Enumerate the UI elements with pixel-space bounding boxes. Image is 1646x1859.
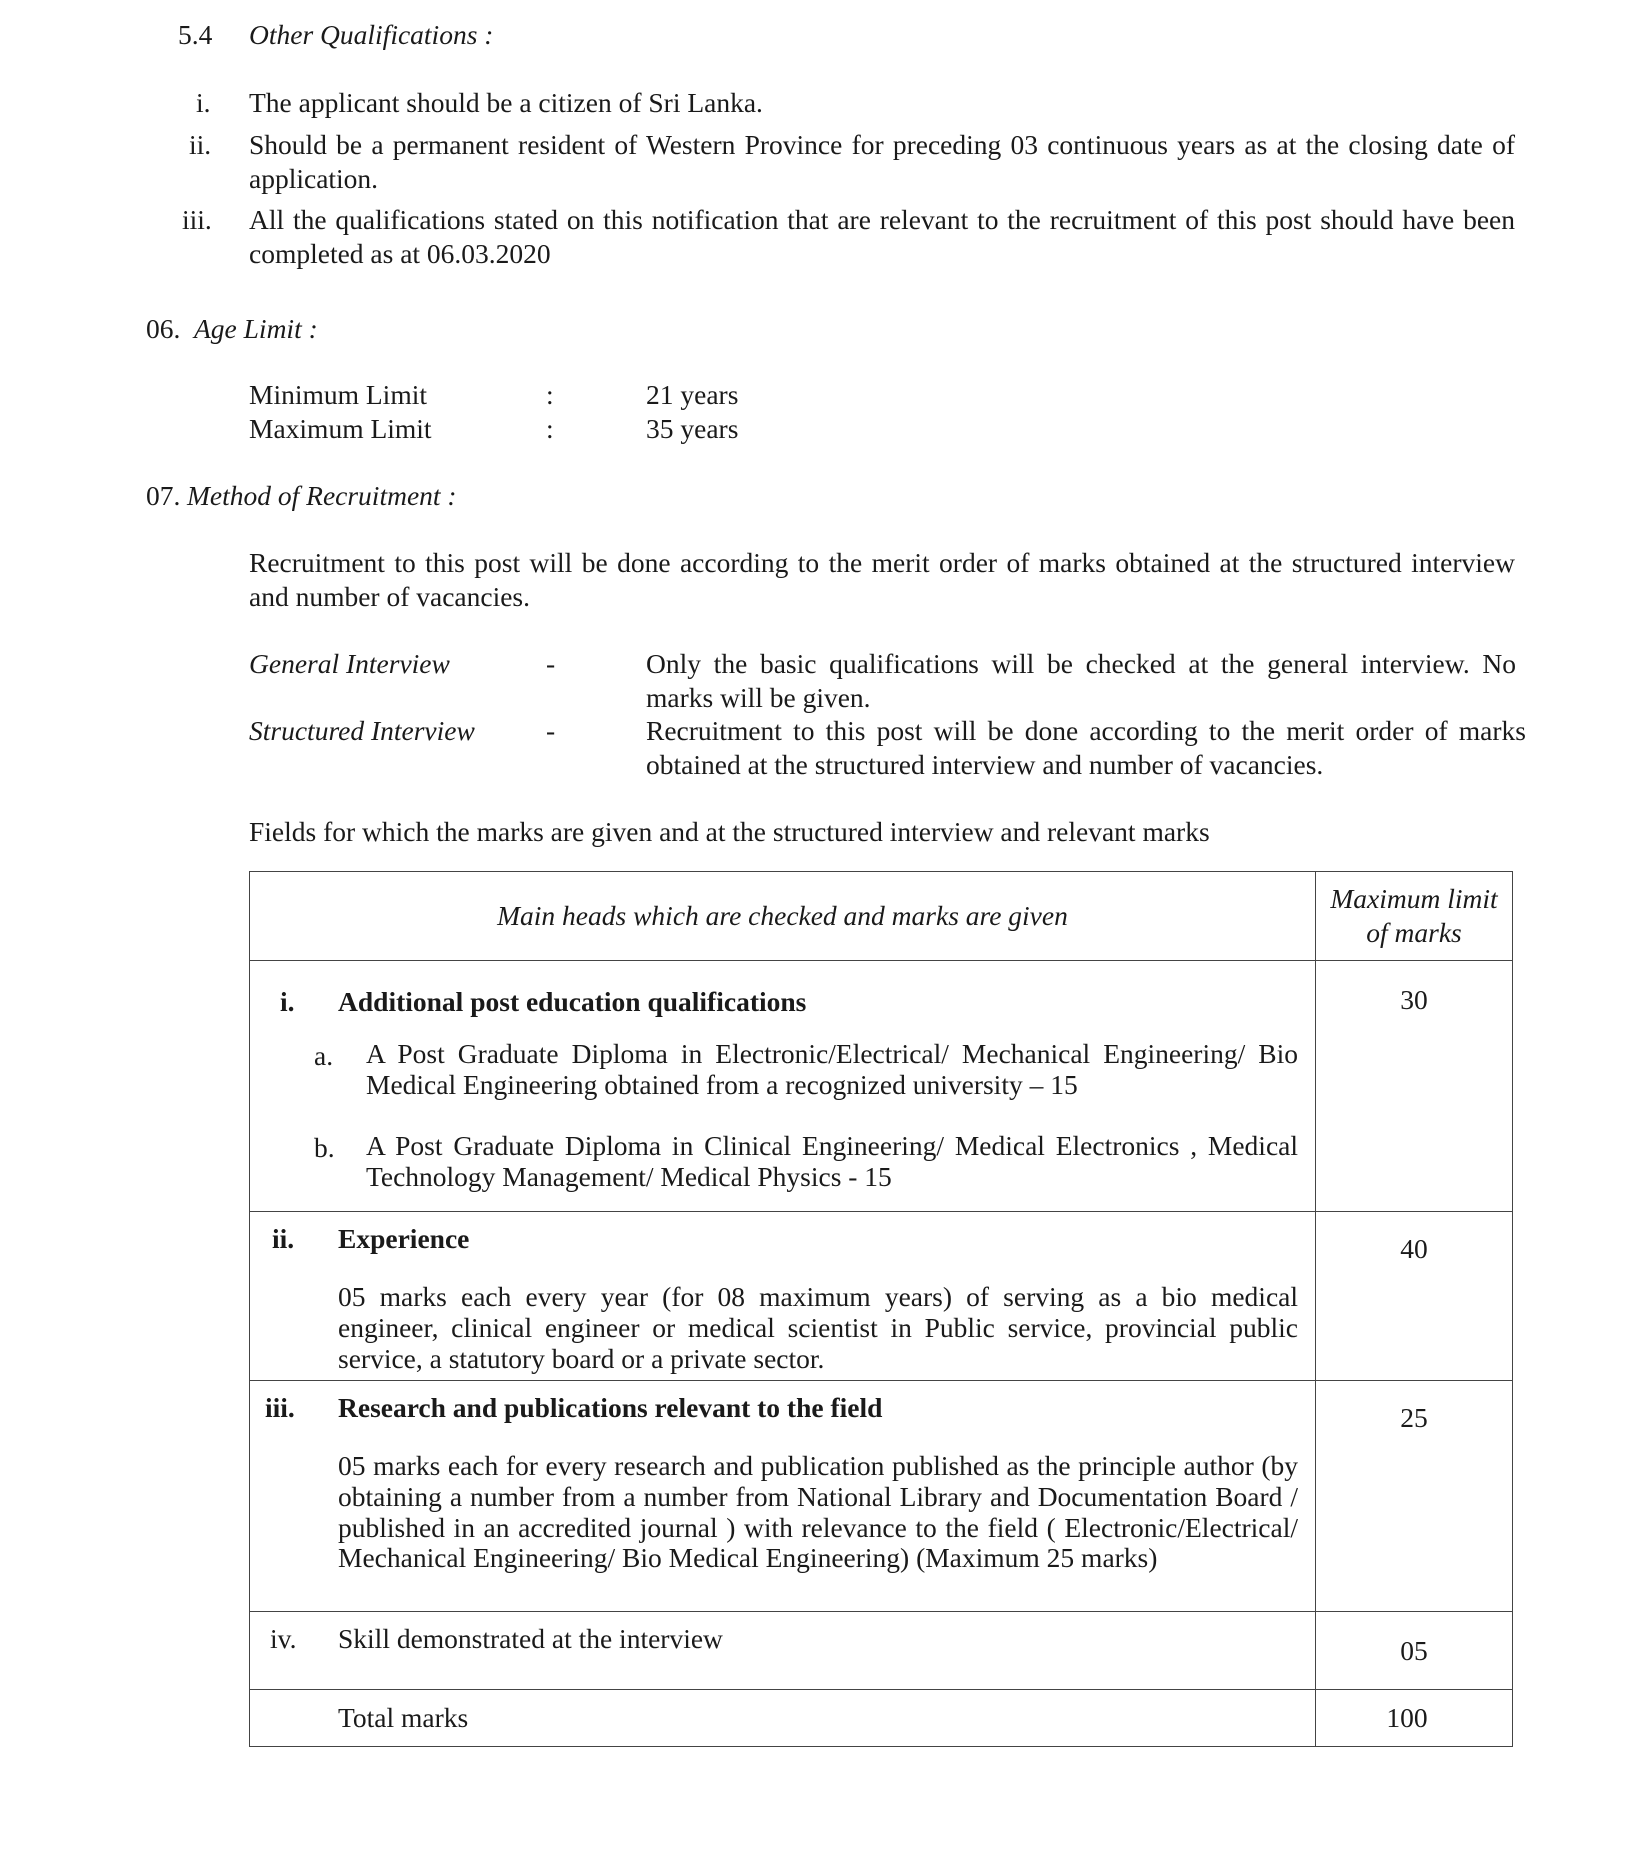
general-interview-text: Only the basic qualifications will be checked at the general interview. No marks will be given. bbox=[646, 648, 1516, 713]
row-title: Skill demonstrated at the interview bbox=[338, 1623, 723, 1654]
general-interview-separator: - bbox=[546, 648, 556, 679]
age-min-separator: : bbox=[546, 379, 554, 410]
fields-intro: Fields for which the marks are given and at the structured interview and relevant marks bbox=[249, 816, 1210, 847]
list-item-number: i. bbox=[196, 87, 211, 118]
structured-interview-separator: - bbox=[546, 715, 556, 746]
recruitment-intro: Recruitment to this post will be done according to the merit order of marks obtained at the structured interview and number of vacancies. bbox=[249, 547, 1515, 612]
section-5-4-number: 5.4 bbox=[178, 19, 213, 50]
sub-item-text: A Post Graduate Diploma in Clinical Engineering/ Medical Electronics , Medical Technology Management/ Medical Physics - 15 bbox=[366, 1130, 1298, 1192]
age-min-label: Minimum Limit bbox=[249, 379, 427, 410]
row-title: Research and publications relevant to the field bbox=[338, 1392, 883, 1423]
row-max-marks: 25 bbox=[1400, 1402, 1428, 1433]
section-07-title: Method of Recruitment : bbox=[187, 480, 457, 511]
sub-item-text: A Post Graduate Diploma in Electronic/Electrical/ Mechanical Engineering/ Bio Medical Engineering obtained from a recognized university – 15 bbox=[366, 1038, 1298, 1100]
table-header-max: Maximum limit of marks bbox=[1316, 872, 1513, 961]
total-max-marks: 100 bbox=[1386, 1702, 1428, 1734]
section-07-number: 07. bbox=[146, 480, 181, 511]
row-max-marks: 40 bbox=[1400, 1233, 1428, 1264]
marks-table bbox=[249, 871, 1513, 1747]
table-row bbox=[250, 1381, 1513, 1612]
table-header-row bbox=[250, 872, 1513, 961]
age-min-value: 21 years bbox=[646, 379, 739, 410]
row-title: Experience bbox=[338, 1223, 470, 1254]
row-max-marks: 30 bbox=[1400, 984, 1428, 1015]
section-5-4-title: Other Qualifications : bbox=[249, 19, 494, 50]
general-interview-label: General Interview bbox=[249, 648, 450, 679]
section-06-title: Age Limit : bbox=[194, 313, 318, 344]
age-max-label: Maximum Limit bbox=[249, 413, 432, 444]
row-number: ii. bbox=[272, 1223, 295, 1254]
table-row bbox=[250, 1212, 1513, 1381]
structured-interview-label: Structured Interview bbox=[249, 715, 475, 746]
row-title: Additional post education qualifications bbox=[338, 986, 807, 1017]
table-total-row bbox=[250, 1690, 1513, 1747]
list-item-text: The applicant should be a citizen of Sri Lanka. bbox=[249, 87, 763, 118]
row-max-marks: 05 bbox=[1400, 1635, 1428, 1666]
row-description: 05 marks each every year (for 08 maximum years) of serving as a bio medical engineer, clinical engineer or medical scientist in Public service, provincial public service, a statutory board or a private sector. bbox=[338, 1281, 1298, 1374]
sub-item-letter: b. bbox=[314, 1132, 335, 1163]
table-header-main: Main heads which are checked and marks are given bbox=[250, 872, 1316, 961]
structured-interview-text: Recruitment to this post will be done according to the merit order of marks obtained at the structured interview and number of vacancies. bbox=[646, 715, 1526, 780]
table-row bbox=[250, 961, 1513, 1212]
age-max-separator: : bbox=[546, 413, 554, 444]
sub-item-letter: a. bbox=[314, 1040, 334, 1071]
list-item-number: iii. bbox=[182, 204, 212, 235]
section-06-number: 06. bbox=[146, 313, 181, 344]
table-row bbox=[250, 1612, 1513, 1690]
list-item-text: Should be a permanent resident of Western Province for preceding 03 continuous years as at the closing date of application. bbox=[249, 129, 1515, 194]
list-item-number: ii. bbox=[189, 129, 212, 160]
list-item-text: All the qualifications stated on this notification that are relevant to the recruitment of this post should have been completed as at 06.03.2020 bbox=[249, 204, 1515, 269]
row-number: iv. bbox=[270, 1623, 297, 1654]
age-max-value: 35 years bbox=[646, 413, 739, 444]
row-description: 05 marks each for every research and publication published as the principle author (by obtaining a number from a number from National Library and Documentation Board / published in an accredited journal ) with relevance to the field ( Electronic/Electrical/ Mechanical Engineering/ Bio Medical Engineering) (Maximum 25 marks) bbox=[338, 1450, 1298, 1574]
row-number: iii. bbox=[265, 1392, 295, 1423]
total-label: Total marks bbox=[338, 1702, 469, 1733]
row-number: i. bbox=[280, 986, 295, 1017]
